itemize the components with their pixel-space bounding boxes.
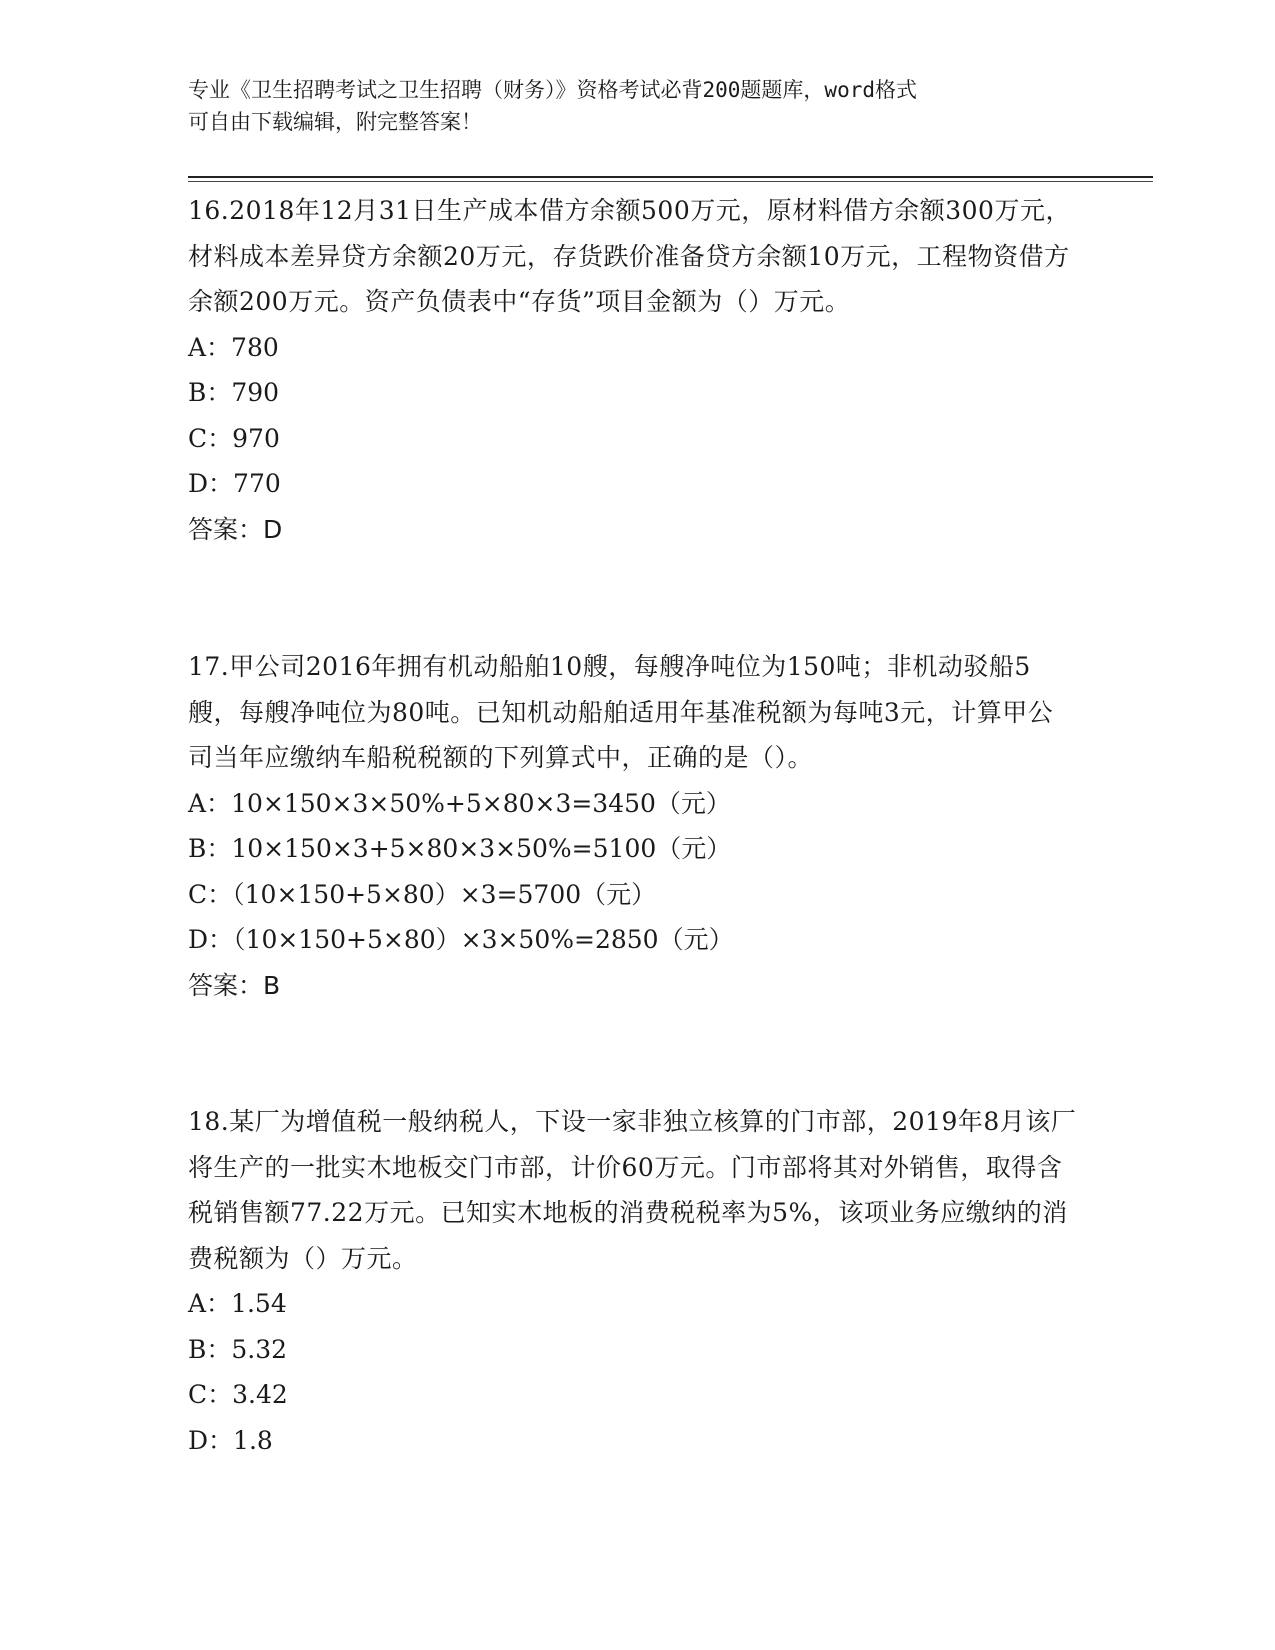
option-a: A：10×150×3×50%+5×80×3=3450（元） (188, 788, 731, 818)
question-stem: 18.某厂为增值税一般纳税人，下设一家非独立核算的门市部，2019年8月该厂将生产的一批实木地板交门市部，计价60万元。门市部将其对外销售，取得含税销售额77.22万元。已知实木地板的消费税税率为5%，该项业务应缴纳的消费税额为（）万元。 (188, 1107, 1077, 1273)
option-a: A：1.54 (188, 1289, 287, 1318)
option-c: C：3.42 (188, 1380, 288, 1409)
option-c: C：970 (188, 423, 280, 453)
option-d: D：770 (188, 469, 281, 498)
header-divider-thick (188, 176, 1153, 178)
option-d: D：（10×150+5×80）×3×50%=2850（元） (188, 925, 734, 954)
answer-text: 答案：B (188, 970, 281, 1000)
header-line-1: 专业《卫生招聘考试之卫生招聘（财务）》资格考试必背200题题库，word格式 (188, 78, 917, 102)
question-stem: 16.2018年12月31日生产成本借方余额500万元，原材料借方余额300万元，材料成本差异贷方余额20万元，存货跌价准备贷方余额10万元，工程物资借方余额200万元。资产负债表中“存货”项目金额为（）万元。 (188, 196, 1071, 316)
question-17 (188, 644, 1078, 1008)
option-b: B：10×150×3+5×80×3×50%=5100（元） (188, 834, 732, 863)
option-d: D：1.8 (188, 1425, 273, 1455)
option-a: A：780 (188, 332, 279, 362)
option-b: B：790 (188, 378, 280, 407)
option-c: C：（10×150+5×80）×3=5700（元） (188, 879, 657, 909)
header-divider-thin (188, 181, 1153, 182)
header-line-2: 可自由下载编辑，附完整答案！ (188, 110, 482, 134)
question-18 (188, 1099, 1078, 1463)
question-16 (188, 188, 1078, 552)
option-b: B：5.32 (188, 1334, 288, 1364)
document-header (188, 74, 1068, 138)
answer-text: 答案：D (188, 514, 283, 544)
question-stem: 17.甲公司2016年拥有机动船舶10艘，每艘净吨位为150吨；非机动驳船5艘，每艘净吨位为80吨。已知机动船舶适用年基准税额为每吨3元，计算甲公司当年应缴纳车船税税额的下列算式中，正确的是（）。 (188, 652, 1054, 772)
